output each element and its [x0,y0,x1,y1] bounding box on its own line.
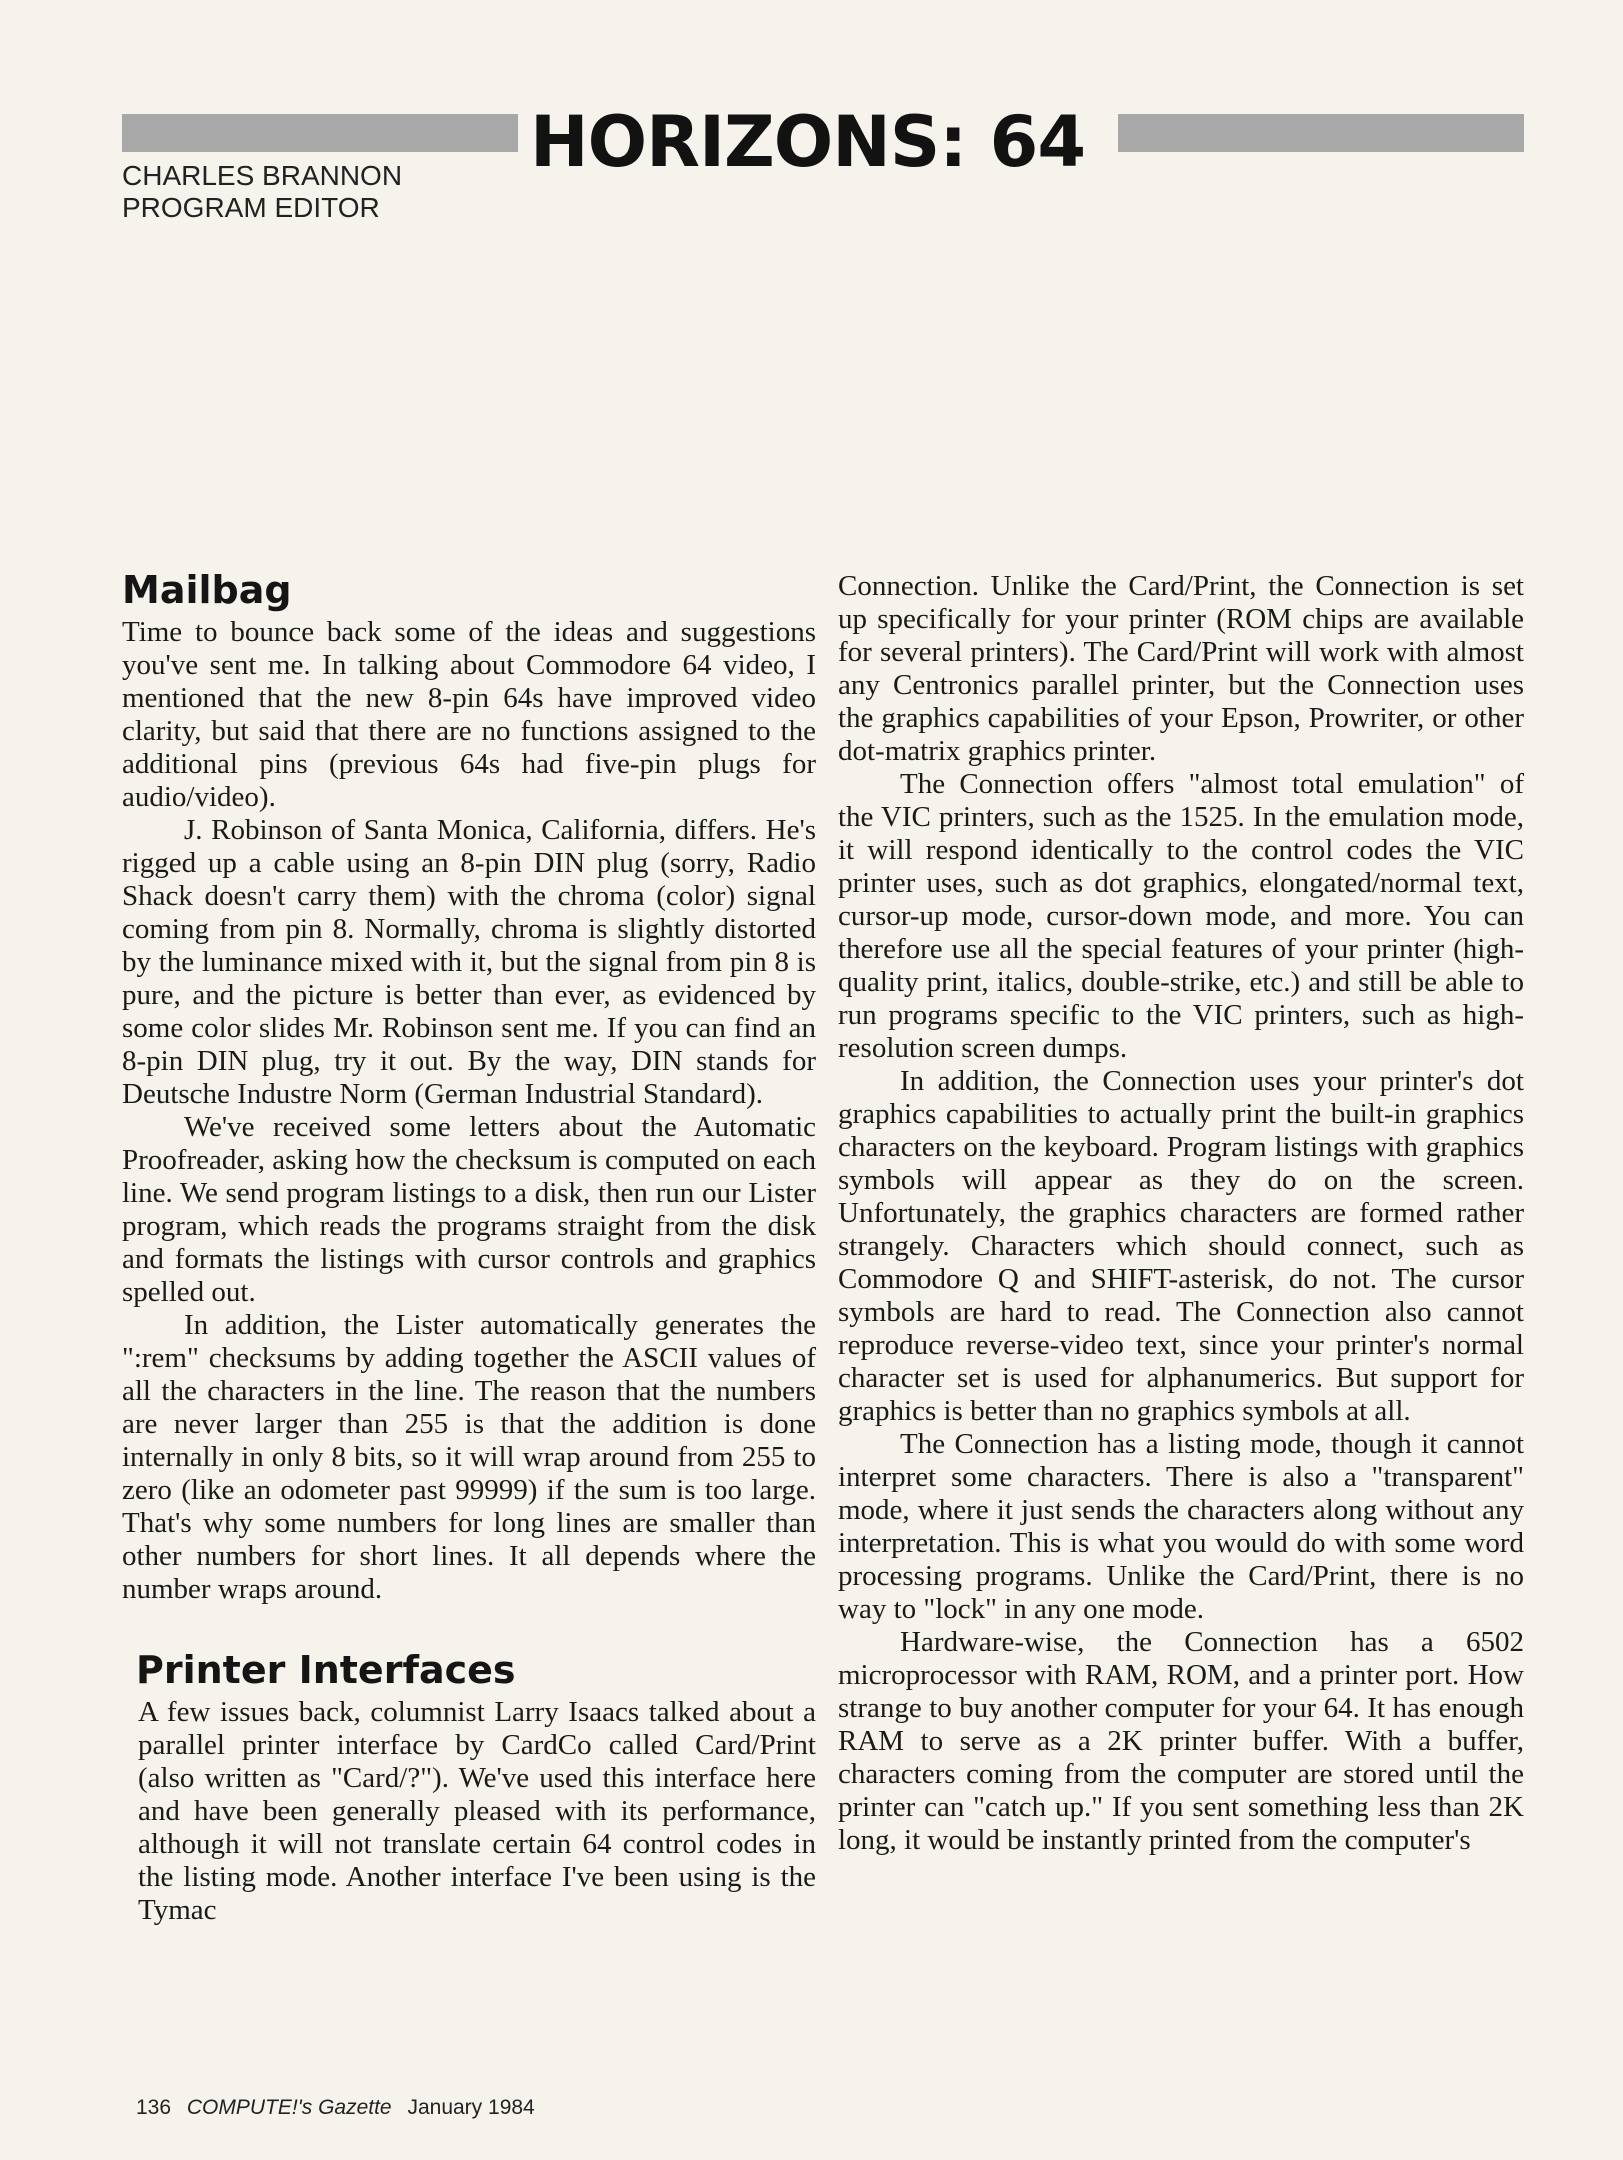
section-body [138,1696,816,1927]
paragraph: Connection. Unlike the Card/Print, the Connection is set up specifically for your printer (ROM chips are available for several printers). The Card/Print will work with almost any Centronics parallel printer, but the Connection uses the graphics capabilities of your Epson, Prowriter, or other dot-matrix graphics printer. [838,570,1524,767]
title-rule-left [122,114,518,152]
section-heading-printer-interfaces: Printer Interfaces [136,1648,516,1692]
issue-date: January 1984 [407,2096,535,2119]
paragraph: The Connection offers "almost total emulation" of the VIC printers, such as the 1525. In the emulation mode, it will respond identically to the control codes the VIC printer uses, such as dot graphics, elongated/normal text, cursor-up mode, cursor-down mode, and more. You can therefore use all the special features of your printer (high-quality print, italics, double-strike, etc.) and still be able to run programs specific to the VIC printers, such as high-resolution screen dumps. [838,768,1524,1064]
paragraph: In addition, the Lister automatically generates the ":rem" checksums by adding together the ASCII values of all the characters in the line. The reason that the numbers are never larger than 255 is that the addition is done internally in only 8 bits, so it will wrap around from 255 to zero (like an odometer past 99999) if the sum is too large. That's why some numbers for long lines are smaller than other numbers for short lines. It all depends where the number wraps around. [122,1309,816,1605]
paragraph: Time to bounce back some of the ideas and suggestions you've sent me. In talking about Commodore 64 video, I mentioned that the new 8-pin 64s have improved video clarity, but said that there are no functions assigned to the additional pins (previous 64s had five-pin plugs for audio/video). [122,616,816,813]
paragraph: We've received some letters about the Automatic Proofreader, asking how the checksum is computed on each line. We send program listings to a disk, then run our Lister program, which reads the programs straight from the disk and formats the listings with cursor controls and graphics spelled out. [122,1111,816,1308]
byline-name: CHARLES BRANNON [122,160,403,191]
section-heading-mailbag: Mailbag [122,568,292,612]
page-number: 136 [136,2096,172,2119]
paragraph: A few issues back, columnist Larry Isaacs talked about a parallel printer interface by CardCo called Card/Print (also written as "Card/?"). We've used this interface here and have been generally pleased with its performance, although it will not translate certain 64 control codes in the listing mode. Another interface I've been using is the Tymac [138,1696,816,1926]
paragraph: Hardware-wise, the Connection has a 6502 microprocessor with RAM, ROM, and a printer port. How strange to buy another computer for your 64. It has enough RAM to serve as a 2K printer buffer. With a buffer, characters coming from the computer are stored until the printer can "catch up." If you sent something less than 2K long, it would be instantly printed from the computer's [838,1626,1524,1856]
byline-role: PROGRAM EDITOR [122,192,380,223]
byline [122,160,402,224]
column-title: HORIZONS: 64 [530,101,1086,183]
magazine-name: COMPUTE!'s Gazette [186,2096,392,2119]
page-footer [136,2096,535,2120]
paragraph: J. Robinson of Santa Monica, California, differs. He's rigged up a cable using an 8-pin DIN plug (sorry, Radio Shack doesn't carry them) with the chroma (color) signal coming from pin 8. Normally, chroma is slightly distorted by the luminance mixed with it, but the signal from pin 8 is pure, and the picture is better than ever, as evidenced by some color slides Mr. Robinson sent me. If you can find an 8-pin DIN plug, try it out. By the way, DIN stands for Deutsche Industre Norm (German Industrial Standard). [122,814,816,1110]
left-column [122,566,816,1927]
right-column [838,570,1524,1857]
paragraph: The Connection has a listing mode, though it cannot interpret some characters. There is also a "transparent" mode, where it just sends the characters along without any interpretation. This is what you would do with some word processing programs. Unlike the Card/Print, there is no way to "lock" in any one mode. [838,1428,1524,1625]
paragraph: In addition, the Connection uses your printer's dot graphics capabilities to actually print the built-in graphics characters on the keyboard. Program listings with graphics symbols will appear as they do on the screen. Unfortunately, the graphics characters are formed rather strangely. Characters which should connect, such as Commodore Q and SHIFT-asterisk, do not. The cursor symbols are hard to read. The Connection also cannot reproduce reverse-video text, since your printer's normal character set is used for alphanumerics. But support for graphics is better than no graphics symbols at all. [838,1065,1524,1427]
title-rule-right [1118,114,1524,152]
